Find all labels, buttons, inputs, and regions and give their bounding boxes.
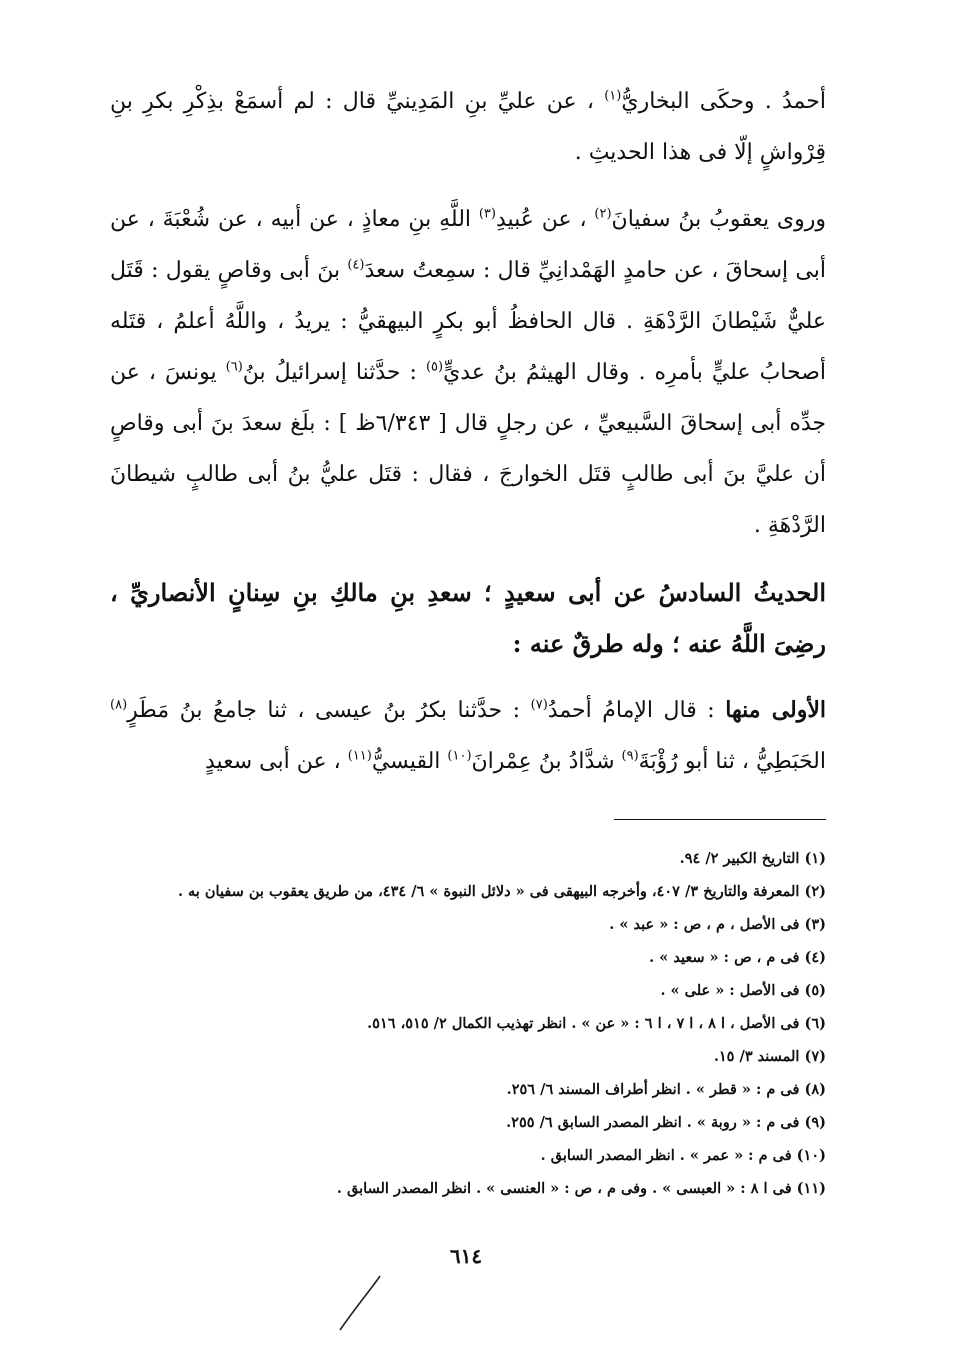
footnotes: [110, 842, 826, 1205]
text-run: : قال الإمامُ أحمدُ: [547, 698, 726, 723]
footnote-marker: (٩): [621, 748, 639, 764]
text-run: أحمدُ . وحكَى البخاريُّ: [621, 89, 826, 114]
text-run: شدَّادُ بنُ عِمْرانَ: [471, 749, 622, 774]
footnote-marker: (٧): [530, 697, 548, 713]
footnote: (٧) المسند ٣/ ١٥.: [713, 1048, 826, 1065]
paragraph-2: [110, 194, 826, 551]
main-text: [110, 76, 826, 803]
footnote: (٥) فى الأصل : « على » .: [660, 982, 826, 999]
text-run: الحَبَطِيُّ ، ثنا أبو رُؤْبَةَ: [638, 749, 826, 774]
footnote-marker: (٤): [347, 257, 365, 273]
text-run: ، عن عُبيدِ: [495, 207, 595, 232]
footnote: (٤) فى م ، ص : « سعيد » .: [649, 949, 826, 966]
paragraph-1: [110, 76, 826, 178]
footnote: (٢) المعرفة والتاريخ ٣/ ٤٠٧، وأخرجه البيهقى فى « دلائل النبوة » ٦/ ٤٣٤، من طريق يعقوب بن سفيان به .: [177, 883, 826, 900]
text-run: ، عن عليِّ بنِ المَدِينيِّ قال : لم أسمَعْ بذِكْرِ بكرِ بنِ قِرْواشٍ إلّا فى هذا الحديثِ .: [110, 89, 826, 165]
footnote: (٩) فى م : « روبة » . انظر المصدر السابق ٦/ ٢٥٥.: [506, 1114, 826, 1131]
footnote: (١١) فى ا ٨ : « العبسى » . وفى م ، ص : « العنسى » . انظر المصدر السابق .: [336, 1180, 826, 1197]
footnote: (١٠) فى م : « عمر » . انظر المصدر السابق .: [540, 1147, 826, 1164]
paragraph-3-body: [110, 698, 826, 774]
paragraph-3: [110, 685, 826, 787]
text-run: بنَ أبى وقاصٍ يقول : قَتَل عليٌّ شَيْطانَ الرَّدْهَةِ . قال الحافظُ أبو بكرٍ البيهقيُّ : يريدُ ، واللَّهُ أعلمُ ، قتَله أصحابُ عليٍّ بأمرِه . وقال الهيثمُ بنُ عديٍّ: [110, 258, 826, 385]
footnote-marker: (٥): [425, 359, 444, 375]
text-run: : حدَّثنا بكرُ بنُ عيسى ، ثنا جامعُ بنُ مَطَرٍ: [127, 698, 531, 723]
text-run: القيسيُّ: [371, 749, 448, 774]
pen-stroke-mark: [336, 1274, 384, 1332]
footnote-marker: (١١): [347, 748, 372, 764]
paragraph-lead: الأولى منها: [725, 697, 827, 723]
footnote-marker: (٦): [225, 359, 243, 375]
footnote-marker: (٢): [594, 206, 612, 222]
footnote-separator: [614, 819, 826, 820]
text-run: اللَّهِ بنِ معاذٍ ، عن أبيه ، عن شُعْبَةَ ، عن أبى إسحاقَ ، عن حامدٍ الهَمْدانِيِّ قال : سمِعتُ سعدَ: [110, 207, 826, 283]
footnote: (٨) فى م : « قطر » . انظر أطراف المسند ٦/ ٢٥٦.: [506, 1081, 826, 1098]
footnote: (٦) فى الأصل ، ا ٨ ، ا ٧ ، ا ٦ : « عن » . انظر تهذيب الكمال ٢/ ٥١٥، ٥١٦.: [367, 1015, 826, 1032]
text-run: يونسَ ، عن جدِّه أبى إسحاقَ السَّبيعيِّ ، عن رجلٍ قال [ ٦/٣٤٣ظ ] : بلَغ سعدَ بنَ أبى وقاصٍ أن عليَّ بنَ أبى طالبٍ قتَل الخوارجَ ، فقال : قتَل عليُّ بنُ أبى طالبٍ شيطانَ الرَّدْهَةِ .: [110, 360, 826, 538]
footnote-marker: (١٠): [447, 748, 472, 764]
footnote: (٣) فى الأصل ، م ، ص : « عبد » .: [609, 916, 826, 933]
text-run: : حدَّثنا إسرائيلُ بنُ: [242, 360, 426, 385]
footnote-marker: (٨): [110, 697, 128, 713]
text-run: وروى يعقوبُ بنُ سفيانَ: [611, 207, 826, 232]
footnote-marker: (٣): [478, 206, 496, 222]
footnote-marker: (١): [604, 88, 622, 104]
section-heading: الحديثُ السادسُ عن أبى سعيدٍ ؛ سعدِ بنِ مالكِ بنِ سِنانٍ الأنصاريِّ ، رضِىَ اللَّهُ عنه ؛ وله طرقٌ عنه :: [110, 578, 826, 658]
footnote: (١) التاريخ الكبير ٢/ ٩٤.: [679, 850, 826, 867]
text-run: ، عن أبى سعيدٍ: [204, 749, 348, 774]
page-number: ٦١٤: [449, 1244, 483, 1268]
